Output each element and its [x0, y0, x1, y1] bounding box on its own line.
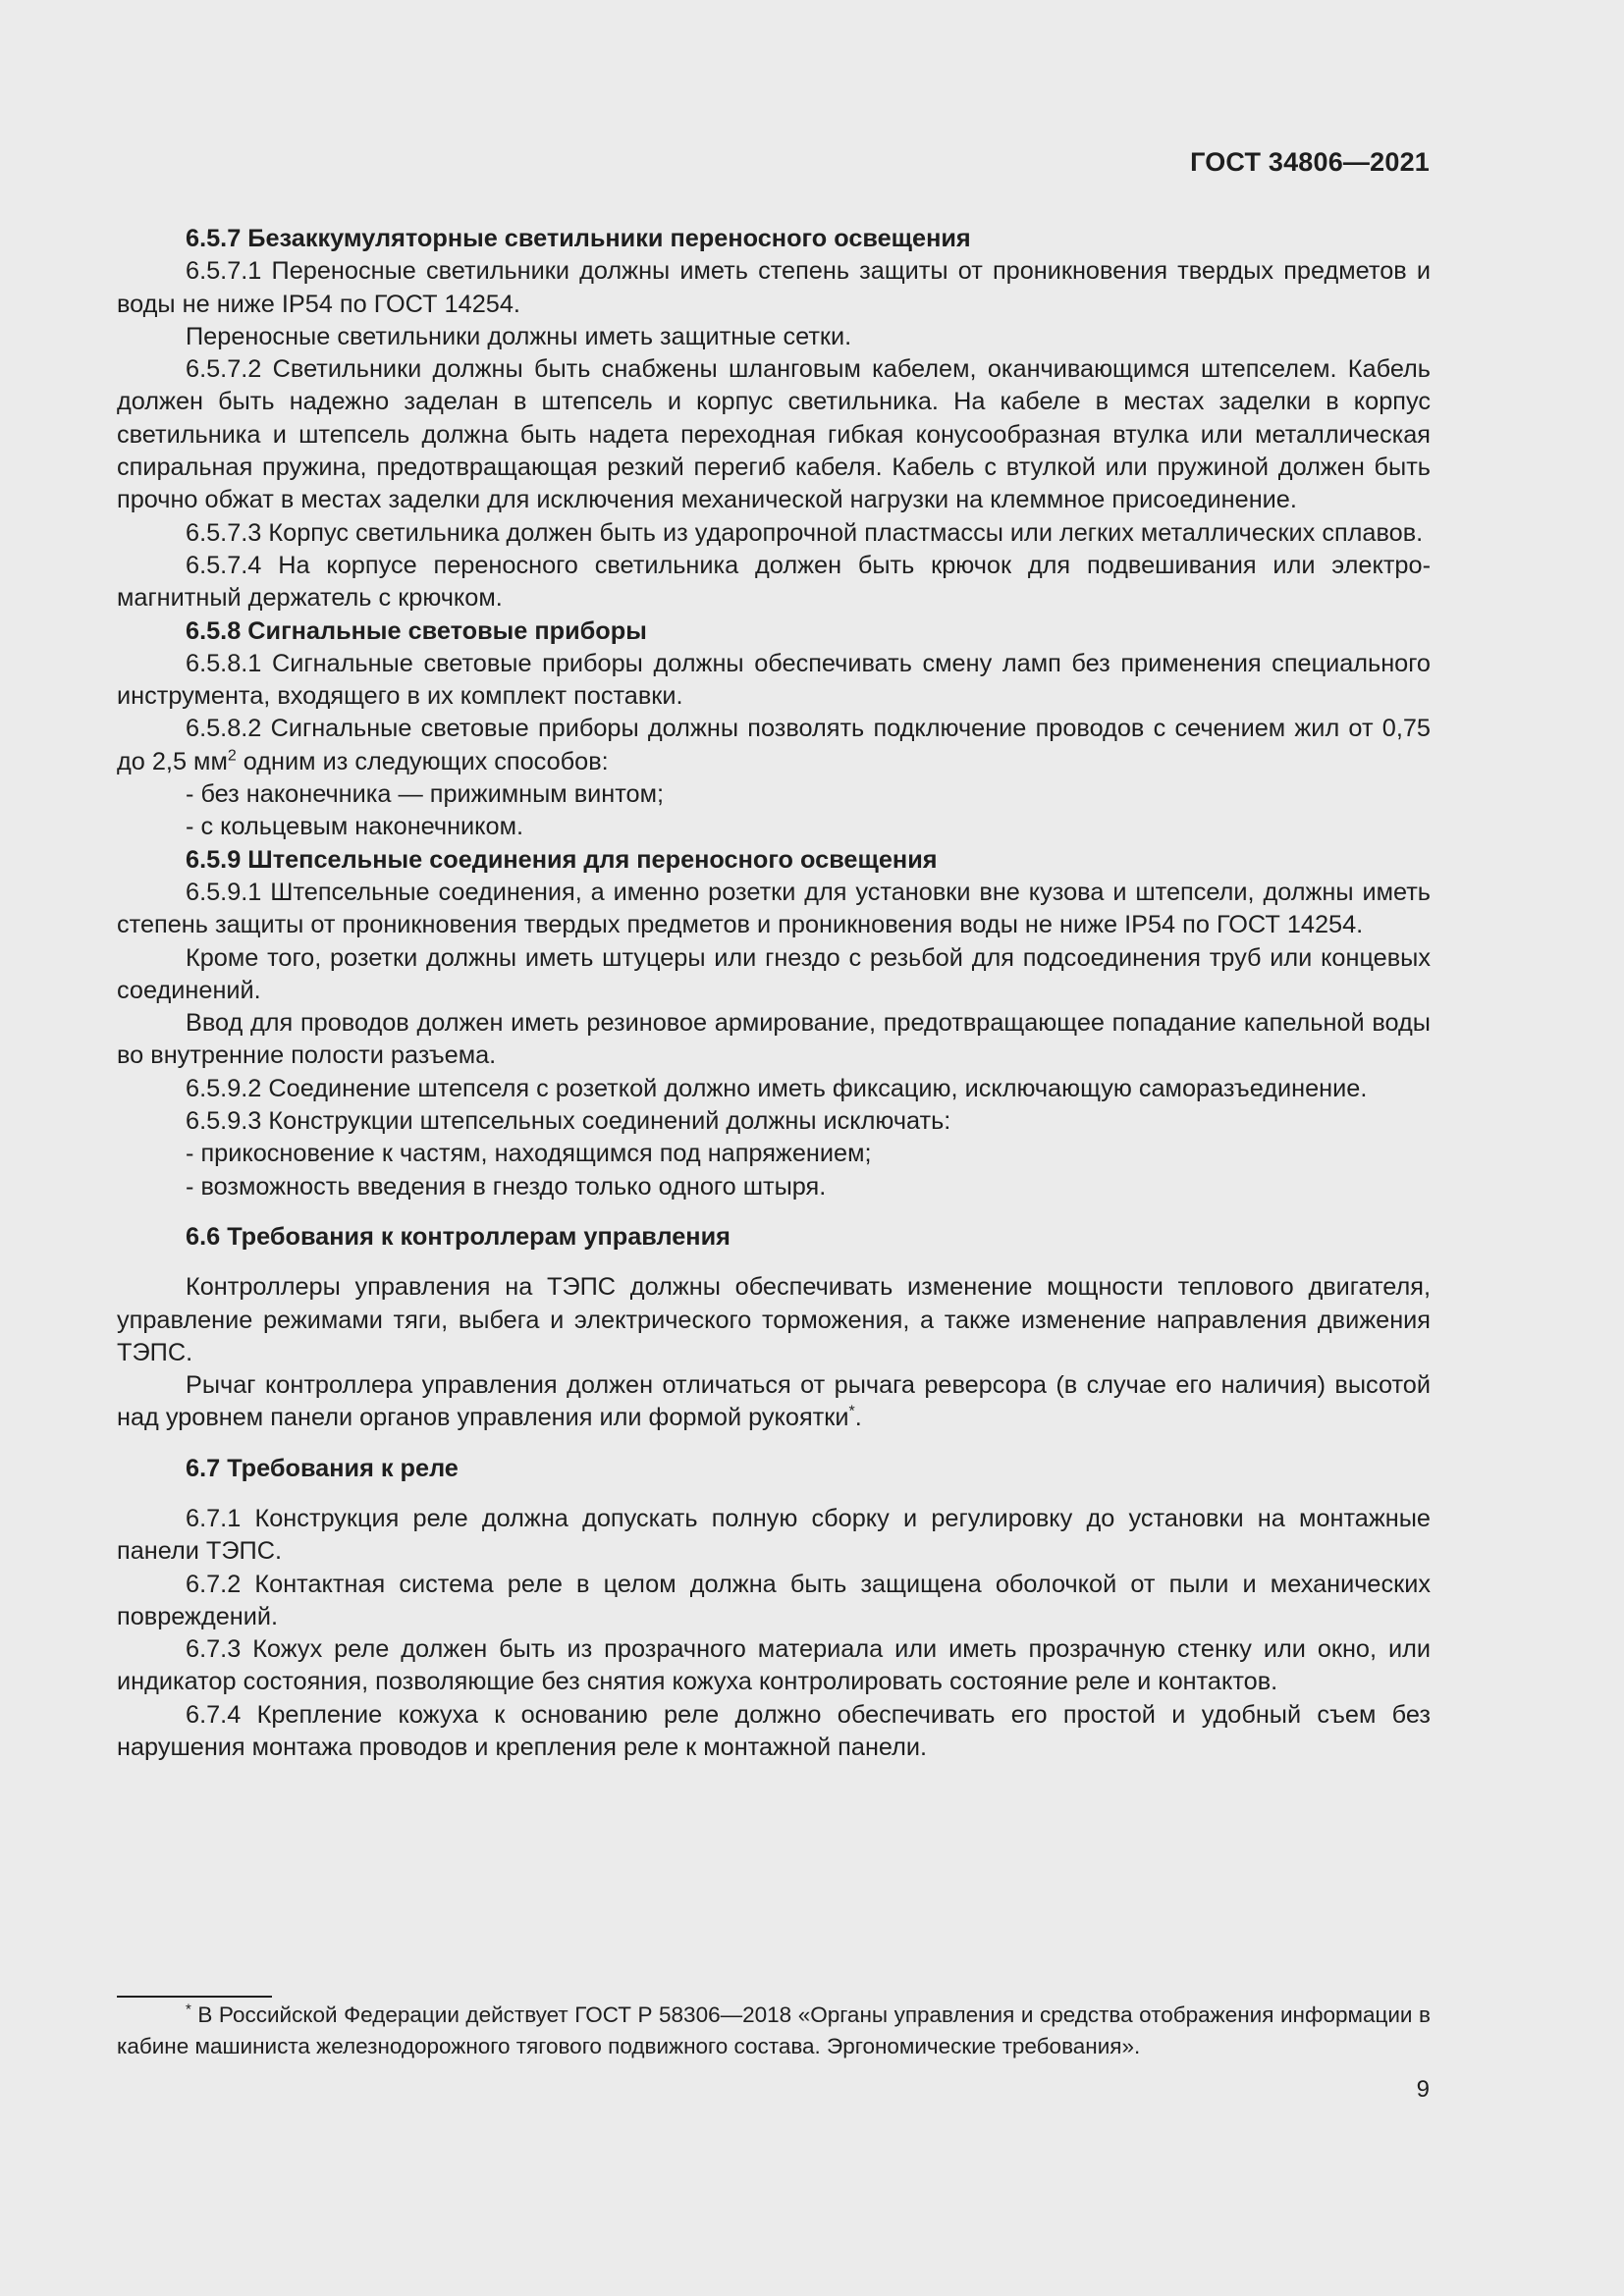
document-body [117, 223, 1431, 1764]
paragraph: - прикосновение к частям, находящимся под напряжением; [186, 1140, 872, 1168]
paragraph: 6.7.3 Кожух реле должен быть из прозрачного материала или иметь прозрачную стенку или окно, или индикатор состояния, позволяющие без снятия кожуха контролировать состояние реле и контактов. [117, 1635, 1431, 1696]
section-heading: 6.6 Требования к контроллерам управления [186, 1222, 731, 1251]
footnote-marker: * [186, 2001, 191, 2018]
paragraph: 6.7.4 Крепление кожуха к основанию реле должно обеспечивать его простой и удобный съем без нарушения монтажа проводов и крепления реле к монтажной панели. [117, 1700, 1431, 1762]
paragraph: 6.5.7.2 Светильники должны быть снабжены шланговым кабелем, оканчивающимся штепселем. Кабель должен быть надежно заделан в штепсель и корпус светильника. На кабеле в местах заделки в корпус светильника и штепсель должна быть надета переходная гибкая конусообразная втулка или металлическая спиральная пружина, предотвращающая резкий перегиб кабеля. Кабель с втулкой или пружиной должен быть прочно обжат в местах заделки для исключения механической нагрузки на клеммное присоединение. [117, 355, 1431, 514]
paragraph-text: 6.5.8.2 Сигнальные световые приборы должны позволять подключение проводов с сечением жил от 0,75 до 2,5 мм [117, 715, 1431, 775]
footnote-text [117, 2000, 1431, 2062]
paragraph: Переносные светильники должны иметь защитные сетки. [186, 322, 852, 350]
paragraph: Контроллеры управления на ТЭПС должны обеспечивать изменение мощности теплового двигателя, управление режимами тяги, выбега и электрического торможения, а также изменение направления движения ТЭПС. [117, 1273, 1431, 1366]
section-heading: 6.7 Требования к реле [186, 1454, 459, 1482]
paragraph: 6.5.7.1 Переносные светильники должны иметь степень защиты от проникновения твердых предметов и воды не ниже IP54 по ГОСТ 14254. [117, 257, 1431, 318]
paragraph: Кроме того, розетки должны иметь штуцеры или гнездо с резьбой для подсоединения труб или концевых соединений. [117, 943, 1431, 1004]
paragraph [117, 1369, 1431, 1435]
paragraph: - с кольцевым наконечником. [186, 813, 524, 841]
paragraph: 6.5.7.3 Корпус светильника должен быть из ударопрочной пластмассы или легких металлических сплавов. [186, 518, 1424, 547]
paragraph-text: . [854, 1404, 862, 1432]
paragraph: 6.5.8.1 Сигнальные световые приборы должны обеспечивать смену ламп без применения специального инструмента, входящего в их комплект поставки. [117, 649, 1431, 711]
paragraph: - возможность введения в гнездо только одного штыря. [186, 1172, 827, 1201]
paragraph: 6.5.9.2 Соединение штепселя с розеткой должно иметь фиксацию, исключающую саморазъединение. [186, 1074, 1368, 1102]
paragraph [117, 713, 1431, 778]
section-heading: 6.5.9 Штепсельные соединения для переносного освещения [186, 845, 938, 874]
page-header: ГОСТ 34806—2021 [1190, 147, 1430, 177]
superscript: 2 [227, 747, 237, 765]
page-number: 9 [1416, 2076, 1430, 2103]
paragraph: 6.7.2 Контактная система реле в целом должна быть защищена оболочкой от пыли и механических повреждений. [117, 1570, 1431, 1630]
paragraph: 6.5.9.1 Штепсельные соединения, а именно розетки для установки вне кузова и штепсели, должны иметь степень защиты от проникновения твердых предметов и проникновения воды не ниже IP54 по ГОСТ 14254. [117, 878, 1431, 939]
footnote-divider [117, 1996, 272, 1998]
paragraph: - без наконечника — прижимным винтом; [186, 780, 665, 809]
footnote [117, 2000, 1431, 2062]
paragraph-text: одним из следующих способов: [236, 747, 609, 775]
paragraph-text: Рычаг контроллера управления должен отличаться от рычага реверсора (в случае его наличия) высотой над уровнем панели органов управления или формой рукоятки [117, 1371, 1431, 1432]
footnote-body: В Российской Федерации действует ГОСТ Р 58306—2018 «Органы управления и средства отображения информации в кабине машиниста железнодорожного тягового подвижного состава. Эргономические требования». [117, 2002, 1431, 2058]
section-heading: 6.5.8 Сигнальные световые приборы [186, 616, 647, 645]
section-heading: 6.5.7 Безаккумуляторные светильники переносного освещения [186, 225, 971, 252]
paragraph: 6.5.7.4 На корпусе переносного светильника должен быть крючок для подвешивания или электромагнитный держатель с крючком. [117, 551, 1431, 613]
paragraph: Ввод для проводов должен иметь резиновое армирование, предотвращающее попадание капельной воды во внутренние полости разъема. [117, 1009, 1431, 1070]
paragraph: 6.7.1 Конструкция реле должна допускать полную сборку и регулировку до установки на монтажные панели ТЭПС. [117, 1504, 1431, 1566]
paragraph: 6.5.9.3 Конструкции штепсельных соединений должны исключать: [186, 1107, 951, 1136]
superscript: * [848, 1403, 855, 1420]
